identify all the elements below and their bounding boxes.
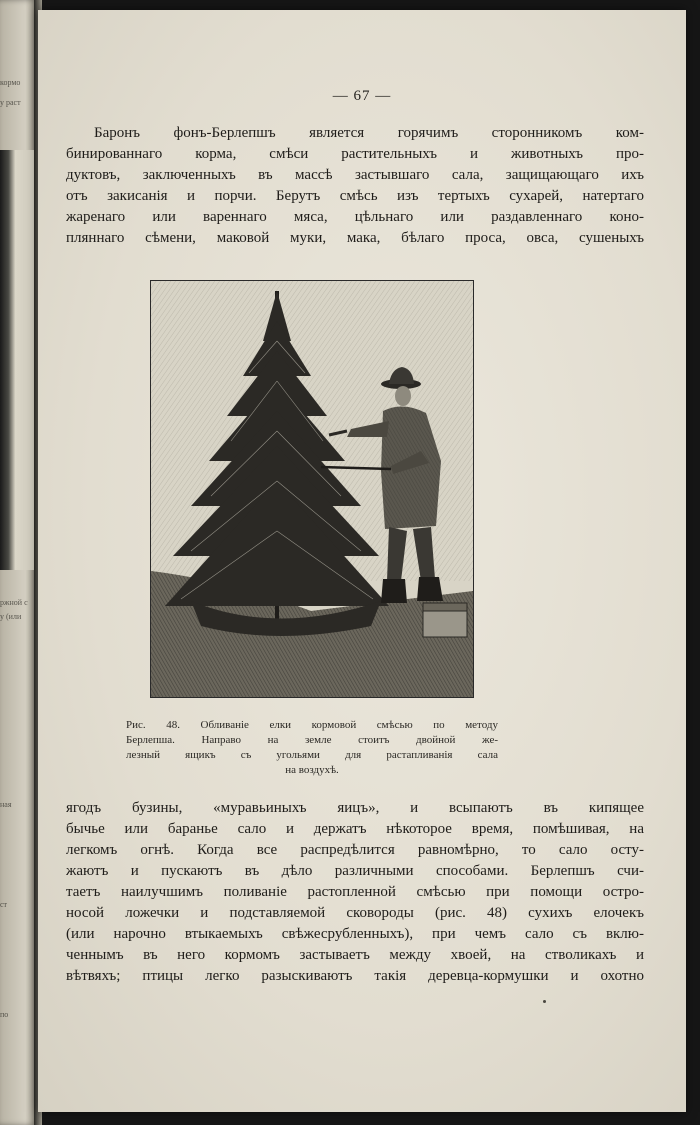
text-line: ченнымъ въ него кормомъ застываетъ между хвоей, на стволикахъ и	[66, 947, 644, 963]
text-line: таетъ наилучшимъ поливаніе растопленной смѣсью при помощи остро-	[66, 884, 644, 900]
figure-caption	[126, 718, 498, 778]
figure-illustration	[150, 280, 474, 698]
caption-line: Рис. 48. Обливаніе елки кормовой смѣсью по методу	[126, 719, 498, 731]
text-line: бинированнаго корма, смѣси растительныхъ и животныхъ про-	[66, 146, 644, 162]
text-line: бычье или баранье сало и держатъ нѣкоторое время, помѣшивая, на	[66, 821, 644, 837]
engraving-tree-and-man	[151, 281, 473, 697]
paragraph-top	[66, 123, 644, 249]
text-line: отъ закисанія и порчи. Берутъ смѣсь изъ тертыхъ сухарей, натертаго	[66, 188, 644, 204]
left-page-fragment: ржной с	[0, 598, 28, 607]
text-line: вѣтвяхъ; птицы легко разыскиваютъ такія деревца-кормушки и охотно	[66, 968, 644, 984]
left-page-fragment: по	[0, 1010, 9, 1019]
text-line: (или нарочно втыкаемыхъ свѣжесрубленныхъ), при чемъ сало съ вклю-	[66, 926, 644, 942]
text-line: ягодъ бузины, «муравьиныхъ яицъ», и всыпаютъ въ кипящее	[66, 800, 644, 816]
text-line: дуктовъ, заключенныхъ въ массѣ застывшаго сала, защищающаго ихъ	[66, 167, 644, 183]
text-line: жаренаго или вареннаго мяса, цѣльнаго или раздавленнаго коно-	[66, 209, 644, 225]
text-line: Баронъ фонъ-Берлепшъ является горячимъ сторонникомъ ком-	[94, 125, 644, 141]
ink-speck	[543, 1000, 546, 1003]
left-page-illustration	[0, 150, 34, 570]
text-line: пляннаго сѣмени, маковой муки, мака, бѣлаго проса, овса, сушеныхъ	[66, 230, 644, 246]
iron-box	[423, 603, 467, 637]
left-page-fragment: ст	[0, 900, 8, 909]
caption-line: лезный ящикъ съ угольями для растапливанія сала	[126, 749, 498, 761]
left-page-fragment: кормо	[0, 78, 21, 87]
left-page-fragment: ная	[0, 800, 12, 809]
book-page	[38, 10, 686, 1112]
left-page-edge	[0, 0, 36, 1125]
text-line: носой ложечки и подставляемой сковороды (рис. 48) сухихъ елочекъ	[66, 905, 644, 921]
page-number: — 67 —	[332, 88, 392, 104]
paragraph-bottom	[66, 798, 644, 987]
text-line: легкомъ огнѣ. Когда все распредѣлится равномѣрно, то сало осту-	[66, 842, 644, 858]
left-page-fragment: у (или	[0, 612, 22, 621]
text-line: жаютъ и пускаютъ въ дѣло различными способами. Берлепшъ счи-	[66, 863, 644, 879]
left-page-fragment: у раст	[0, 98, 21, 107]
caption-line: Берлепша. Направо на земле стоитъ двойной же-	[126, 734, 498, 746]
caption-line: на воздухѣ.	[285, 764, 339, 776]
